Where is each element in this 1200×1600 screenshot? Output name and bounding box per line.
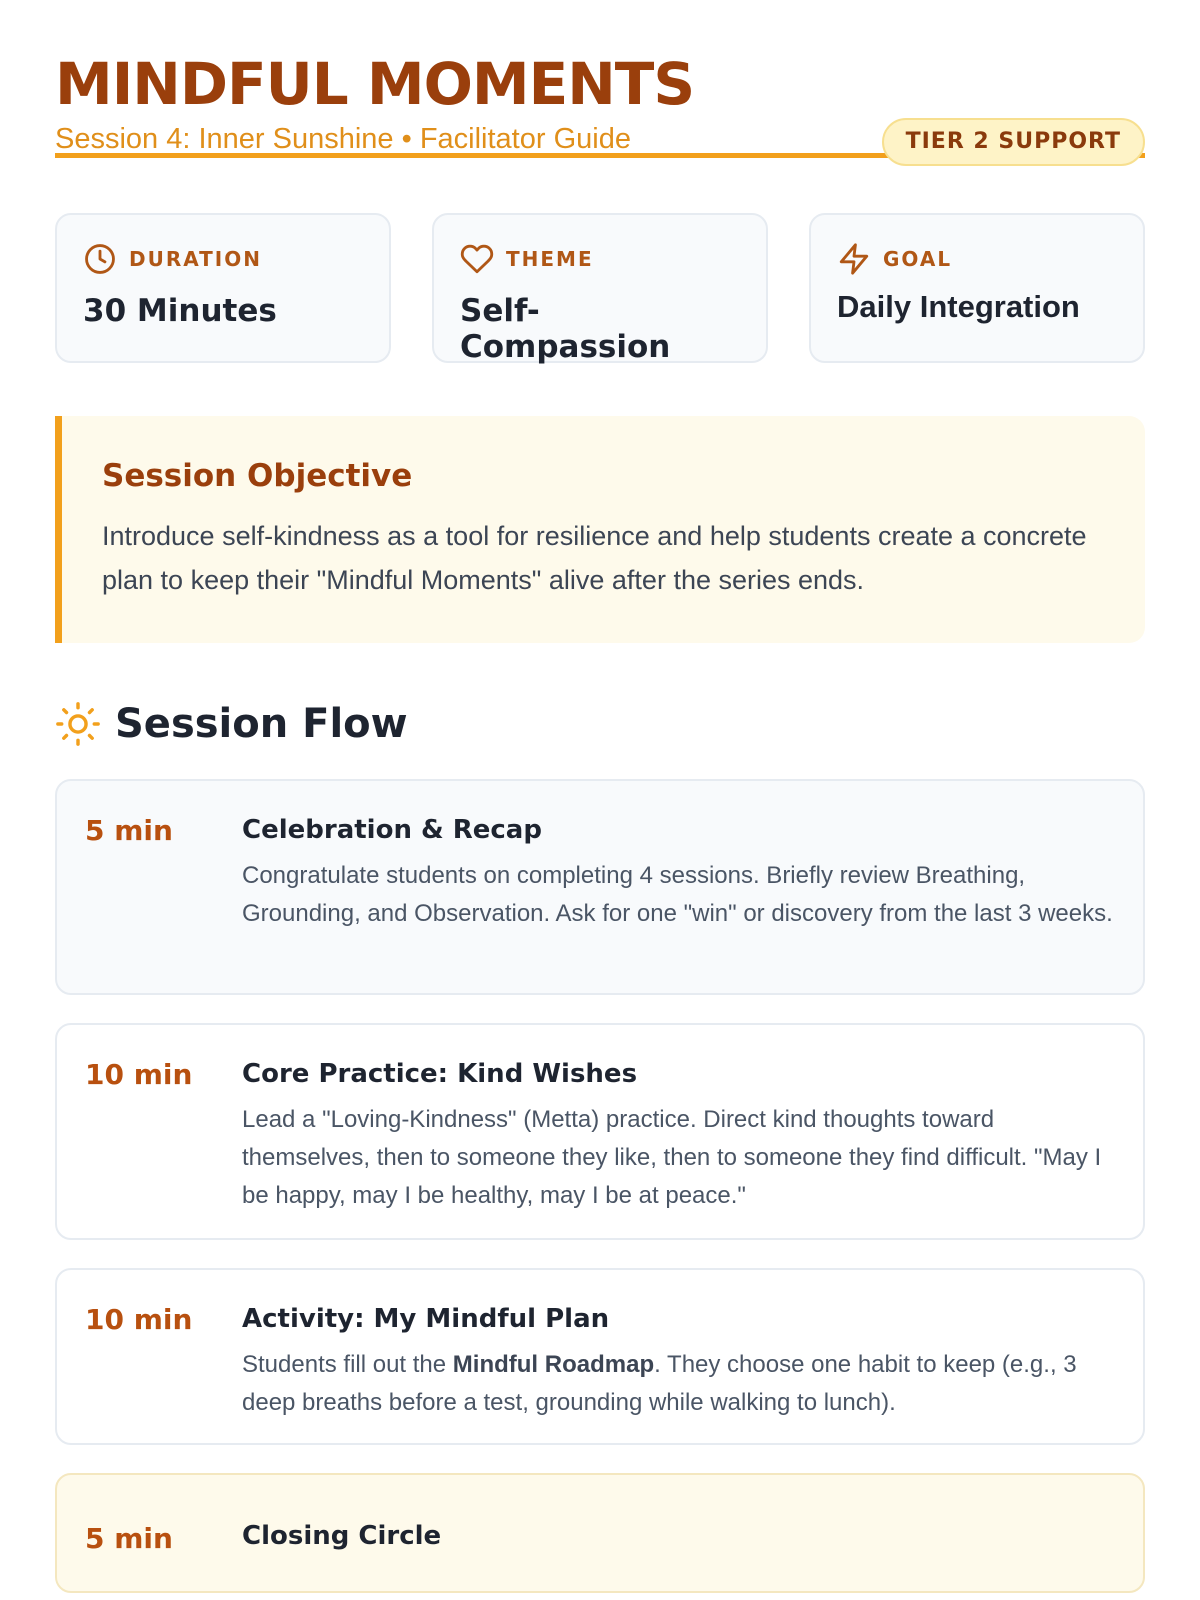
flow-item-description: Congratulate students on completing 4 sessions. Briefly review Breathing, Grounding, and Observation. Ask for one "win" or discovery from the last 3 weeks. — [242, 862, 1113, 927]
stat-value: 30 Minutes — [83, 293, 277, 329]
stat-card-duration — [55, 213, 391, 363]
session-flow-title: Session Flow — [115, 701, 408, 747]
session-flow-list — [55, 779, 1145, 1593]
clock-icon — [83, 242, 117, 276]
mindful-roadmap-emphasis: Mindful Roadmap — [452, 1351, 655, 1378]
flow-item-description: Lead a "Loving-Kindness" (Metta) practice. Direct kind thoughts toward themselves, then to someone they like, then to someone they find difficult. "May I be happy, may I be healthy, may I be at peace." — [242, 1106, 1102, 1209]
tier-badge: TIER 2 SUPPORT — [882, 118, 1145, 166]
flow-item — [55, 779, 1145, 995]
session-flow-header — [55, 699, 1145, 749]
page-subtitle: Session 4: Inner Sunshine • Facilitator Guide — [55, 123, 631, 155]
stat-value: Daily Integration — [837, 289, 1080, 324]
flow-item-description-text: Students fill out the — [242, 1351, 453, 1378]
header — [55, 0, 1145, 158]
flow-item-title: Celebration & Recap — [242, 815, 542, 845]
lightning-icon — [837, 242, 871, 276]
flow-item — [55, 1023, 1145, 1240]
objective-text: Introduce self-kindness as a tool for resilience and help students create a concrete plan to keep their "Mindful Moments" alive after the series ends. — [102, 521, 1087, 595]
heart-icon — [460, 242, 494, 276]
flow-item-description — [242, 1346, 1115, 1422]
page-title: MINDFUL MOMENTS — [55, 50, 695, 118]
flow-item-time: 10 min — [85, 1058, 193, 1091]
stat-value: Self-Compassion — [460, 293, 671, 365]
flow-item — [55, 1473, 1145, 1593]
stats-row — [55, 213, 1145, 363]
stat-label: GOAL — [883, 247, 953, 271]
flow-item-title: Activity: My Mindful Plan — [242, 1304, 610, 1334]
stat-card-goal — [809, 213, 1145, 363]
objective-title: Session Objective — [102, 458, 413, 494]
flow-item-title: Core Practice: Kind Wishes — [242, 1059, 638, 1089]
session-objective — [55, 416, 1145, 643]
flow-item-title: Closing Circle — [242, 1521, 442, 1551]
flow-item-description-text: . They choose one habit to keep (e.g., 3 deep breaths before a test, grounding while walking to lunch). — [242, 1351, 1077, 1416]
stat-label: THEME — [506, 247, 594, 271]
flow-item-time: 10 min — [85, 1303, 193, 1336]
stat-label: DURATION — [129, 247, 262, 271]
flow-item-time: 5 min — [85, 1522, 173, 1555]
sun-icon — [55, 701, 101, 747]
stat-card-theme — [432, 213, 768, 363]
flow-item-time: 5 min — [85, 814, 173, 847]
flow-item — [55, 1268, 1145, 1445]
